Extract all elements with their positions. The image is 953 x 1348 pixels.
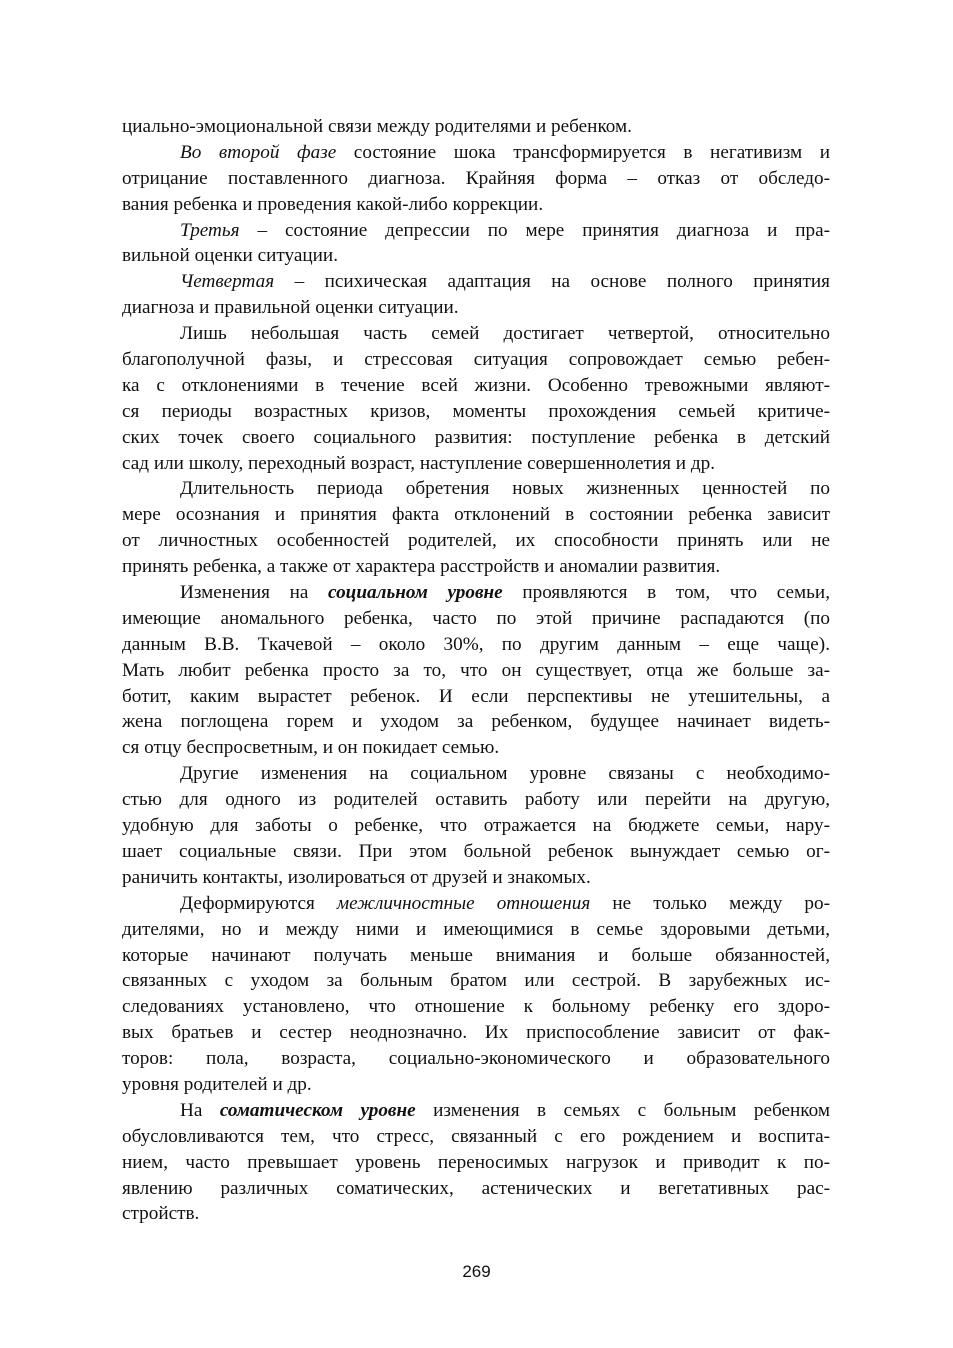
text-run: не только между ро- <box>590 892 830 914</box>
text-line <box>122 451 830 477</box>
text-run: сад или школу, переходный возраст, наступление совершеннолетия и др. <box>122 452 715 474</box>
text-line <box>122 1020 830 1046</box>
text-line <box>122 709 830 735</box>
text-line <box>122 865 830 891</box>
paragraph <box>122 269 830 321</box>
text-line <box>122 1046 830 1072</box>
text-line <box>122 917 830 943</box>
text-run: Мать любит ребенка просто за то, что он существует, отца же больше за- <box>122 659 830 681</box>
text-run: мере осознания и принятия факта отклонений в состоянии ребенка зависит <box>122 504 830 526</box>
bold-italic-term: социальном уровне <box>328 582 503 604</box>
text-run: связанных с уходом за больным братом или сестрой. В зарубежных ис- <box>122 970 830 992</box>
text-run: имеющие аномального ребенка, часто по этой причине распадаются (по <box>122 607 830 629</box>
text-line <box>122 373 830 399</box>
text-line <box>122 1176 830 1202</box>
text-line <box>122 295 830 321</box>
text-line <box>122 425 830 451</box>
text-run: явлению различных соматических, астенических и вегетативных рас- <box>122 1177 830 1199</box>
italic-term: Четвертая <box>180 271 275 293</box>
text-line <box>122 269 830 295</box>
text-line <box>122 192 830 218</box>
text-run: Изменения на <box>180 582 329 604</box>
text-line <box>122 476 830 502</box>
paragraph <box>122 1098 830 1227</box>
text-run: дителями, но и между ними и имеющимися в семье здоровыми детьми, <box>122 918 830 940</box>
text-run: Длительность периода обретения новых жизненных ценностей по <box>180 478 830 500</box>
text-run: Лишь небольшая часть семей достигает четвертой, относительно <box>180 323 830 345</box>
italic-term: Третья <box>180 219 240 241</box>
text-run: уровня родителей и др. <box>122 1073 312 1095</box>
paragraph <box>122 114 830 140</box>
text-run: стройств. <box>122 1203 200 1225</box>
text-line <box>122 606 830 632</box>
text-line <box>122 968 830 994</box>
text-run: На <box>180 1099 220 1121</box>
text-line <box>122 166 830 192</box>
paragraph <box>122 891 830 1098</box>
paragraph <box>122 476 830 580</box>
text-run: стью для одного из родителей оставить работу или перейти на другую, <box>122 789 830 811</box>
text-line <box>122 839 830 865</box>
paragraph <box>122 761 830 890</box>
text-line <box>122 218 830 244</box>
text-line <box>122 891 830 917</box>
text-line <box>122 735 830 761</box>
paragraph <box>122 580 830 761</box>
text-line <box>122 787 830 813</box>
text-run: Деформируются <box>180 892 337 914</box>
paragraph <box>122 218 830 270</box>
text-line <box>122 632 830 658</box>
text-run: обусловливаются тем, что стресс, связанный с его рождением и воспита- <box>122 1125 830 1147</box>
text-run: жена поглощена горем и уходом за ребенком, будущее начинает видеть- <box>122 711 830 733</box>
text-run: диагноза и правильной оценки ситуации. <box>122 297 459 319</box>
bold-italic-term: соматическом уровне <box>219 1099 416 1121</box>
text-run: которые начинают получать меньше внимания и больше обязанностей, <box>122 944 830 966</box>
text-run: – психическая адаптация на основе полного принятия <box>274 271 830 293</box>
text-run: вильной оценки ситуации. <box>122 245 338 267</box>
text-run: данным В.В. Ткачевой – около 30%, по другим данным – еще чаще). <box>122 633 830 655</box>
text-line <box>122 684 830 710</box>
italic-term: межличностные отношения <box>336 892 591 914</box>
text-line <box>122 528 830 554</box>
page-body <box>122 114 830 1227</box>
text-run: – состояние депрессии по мере принятия диагноза и пра- <box>239 219 830 241</box>
text-line <box>122 140 830 166</box>
text-line <box>122 114 830 140</box>
text-line <box>122 658 830 684</box>
text-line <box>122 813 830 839</box>
text-run: ских точек своего социального развития: поступление ребенка в детский <box>122 426 830 448</box>
text-run: благополучной фазы, и стрессовая ситуация сопровождает семью ребен- <box>122 349 830 371</box>
text-run: ся отцу беспросветным, и он покидает семью. <box>122 737 500 759</box>
text-run: состояние шока трансформируется в негативизм и <box>336 141 830 163</box>
text-line <box>122 554 830 580</box>
text-line <box>122 580 830 606</box>
text-run: отрицание поставленного диагноза. Крайняя форма – отказ от обследо- <box>122 167 830 189</box>
text-line <box>122 1150 830 1176</box>
text-run: удобную для заботы о ребенке, что отражается на бюджете семьи, нару- <box>122 815 830 837</box>
text-line <box>122 761 830 787</box>
text-run: шает социальные связи. При этом больной ребенок вынуждает семью ог- <box>122 840 830 862</box>
text-run: нием, часто превышает уровень переносимых нагрузок и приводит к по- <box>122 1151 830 1173</box>
text-run: от личностных особенностей родителей, их способности принять или не <box>122 530 830 552</box>
text-line <box>122 1098 830 1124</box>
text-line <box>122 399 830 425</box>
text-line <box>122 502 830 528</box>
text-run: проявляются в том, что семьи, <box>502 582 830 604</box>
text-line <box>122 1124 830 1150</box>
text-run: Другие изменения на социальном уровне связаны с необходимо- <box>180 763 830 785</box>
text-line <box>122 1201 830 1227</box>
text-run: изменения в семьях с больным ребенком <box>415 1099 831 1121</box>
text-line <box>122 943 830 969</box>
text-line <box>122 321 830 347</box>
text-run: вания ребенка и проведения какой-либо коррекции. <box>122 193 544 215</box>
text-run: циально-эмоциональной связи между родителями и ребенком. <box>122 116 632 137</box>
text-run: принять ребенка, а также от характера расстройств и аномалии развития. <box>122 556 721 578</box>
text-run: торов: пола, возраста, социально-экономического и образовательного <box>122 1048 830 1070</box>
text-run: раничить контакты, изолироваться от друзей и знакомых. <box>122 866 591 888</box>
page-number: 269 <box>462 1262 491 1281</box>
paragraph <box>122 140 830 218</box>
text-line <box>122 347 830 373</box>
paragraph <box>122 321 830 476</box>
text-run: вых братьев и сестер неоднозначно. Их приспособление зависит от фак- <box>122 1022 830 1044</box>
text-line <box>122 243 830 269</box>
text-run: ка с отклонениями в течение всей жизни. Особенно тревожными являют- <box>122 374 830 396</box>
text-run: следованиях установлено, что отношение к больному ребенку его здоро- <box>122 996 830 1018</box>
text-line <box>122 994 830 1020</box>
text-run: ботит, каким вырастет ребенок. И если перспективы не утешительны, а <box>122 685 830 707</box>
text-line <box>122 1072 830 1098</box>
italic-term: Во второй фазе <box>180 141 337 163</box>
text-run: ся периоды возрастных кризов, моменты прохождения семьей критиче- <box>122 400 830 422</box>
